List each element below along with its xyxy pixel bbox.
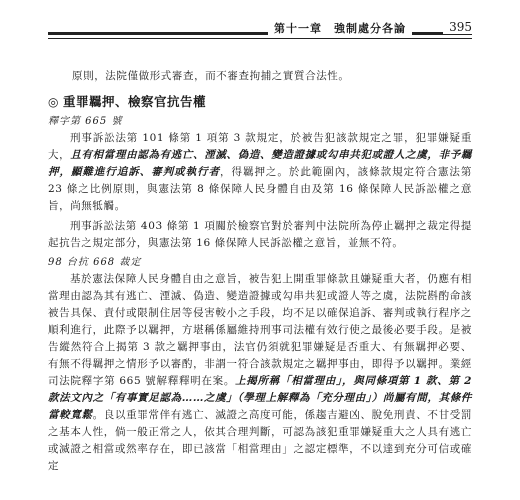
header-rule-thin (48, 38, 472, 39)
case-665-paragraph-2: 刑事訴訟法第 403 條第 1 項關於檢察官對於審判中法院所為停止羈押之裁定得提起抗告之規定部分，與憲法第 16 條保障人民訴訟權之意旨，並無不符。 (48, 220, 472, 249)
section-title: 重罪羈押、檢察官抗告權 (62, 94, 206, 109)
page-number: 395 (443, 20, 472, 34)
case-665-paragraph-1 (48, 130, 472, 215)
text-run: 。良以重罪常伴有逃亡、滅證之高度可能，係趨吉避凶、脫免刑責、不甘受罰之基本人性，倘一般正常之人，依其合理判斷，可認為該犯重罪嫌疑重大之人具有逃亡或滅證之相當或然率存在，即已該當「相當理由」之認定標準，不以達到充分可信或確定 (48, 409, 472, 472)
intro-paragraph: 原則，法院僅做形式審查，而不審查拘捕之實質合法性。 (72, 70, 350, 82)
case-665 (48, 114, 472, 252)
section-heading (48, 93, 472, 111)
ruling-668 (48, 255, 472, 475)
case-label: 98 台抗 668 裁定 (48, 257, 142, 268)
section-bullet-icon: ◎ (48, 95, 59, 109)
case-label: 釋字第 665 號 (48, 116, 123, 127)
running-header (48, 20, 472, 56)
text-run: 基於憲法保障人民身體自由之意旨，被告犯上開重罪條款且嫌疑重大者，仍應有相當理由認為其有逃亡、湮滅、偽造、變造證據或勾串共犯或證人等之虞，法院斟酌命該被告具保、責付或限制住居等侵害較小之手段，均不足以確保追訴、審判或執行程序之順利進行，此際予以羈押，方堪稱係屬維持刑事司法權有效行使之最後必要手段。是被告縱然符合上揭第 3 款之羈押事由，法官仍須就犯罪嫌疑是否重大、有無羈押必要、有無不得羈押之情形予以審酌，非謂一符合該款規定之羈押事由，即得予以羈押。業經司法院釋字第 665 號解釋釋明在案。 (48, 273, 472, 387)
emphasis-run: 且有相當理由認為有逃亡、湮滅、偽造、變造證據或勾串共犯或證人之虞，非予羈押，顯難進行追訴、審判或執行者 (48, 149, 472, 178)
intro-block (48, 68, 472, 85)
emphasis-run: 上揭所稱「相當理由」，與同條項第 1 款、第 2 款法文內之「有事實足認為……之虞」（學理上解釋為「充分理由」）尚屬有間，其條件當較寬鬆 (48, 375, 472, 421)
text-run: 刑事訴訟法第 101 條第 1 項第 3 款規定，於被告犯該款規定之罪，犯罪嫌疑重大， (48, 132, 472, 161)
chapter-title: 第十一章 強制處分各論 (268, 20, 412, 36)
text-run: ，得羈押之。於此範圍內，該條款規定符合憲法第 23 條之比例原則，與憲法第 8 條保障人民身體自由及第 16 條保障人民訴訟權之意旨，尚無牴觸。 (48, 166, 473, 212)
ruling-668-paragraph (48, 271, 472, 475)
